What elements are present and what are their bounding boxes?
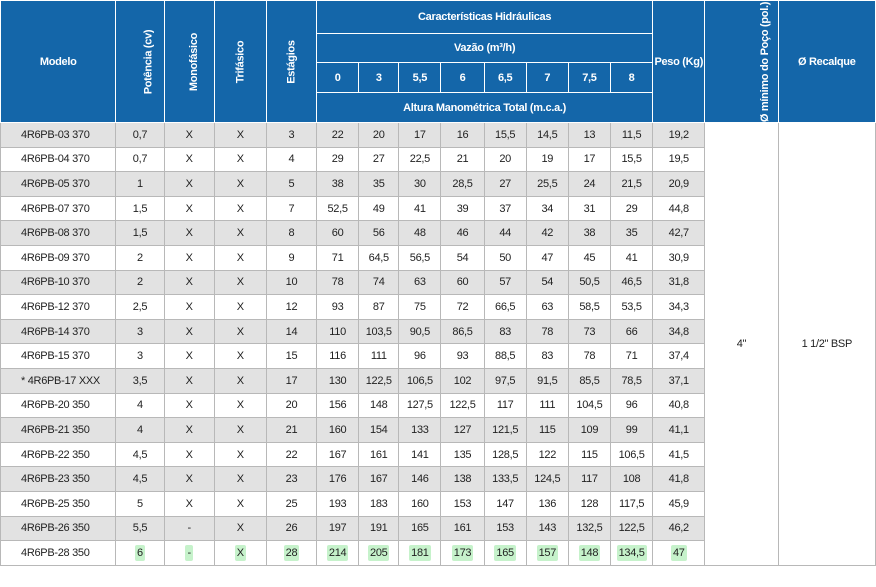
head-value-cell: 74 — [359, 270, 399, 295]
potencia-cell: 5 — [116, 491, 164, 516]
head-value-cell — [317, 541, 359, 566]
header-flow: 5,5 — [399, 63, 441, 93]
potencia-cell: 1 — [116, 172, 164, 197]
model-cell: 4R6PB-05 370 — [1, 172, 116, 197]
estagios-cell: 9 — [266, 245, 316, 270]
potencia-cell: 2,5 — [116, 295, 164, 320]
head-value-cell: 47 — [526, 245, 568, 270]
estagios-cell: 12 — [266, 295, 316, 320]
monofasico-cell: X — [164, 491, 214, 516]
peso-cell: 37,4 — [653, 344, 705, 369]
head-value-cell: 153 — [484, 516, 526, 541]
head-value-cell: 133 — [399, 418, 441, 443]
header-peso: Peso (Kg) — [653, 1, 705, 123]
potencia-cell: 0,7 — [116, 147, 164, 172]
model-cell: 4R6PB-20 350 — [1, 393, 116, 418]
head-value-cell: 35 — [359, 172, 399, 197]
potencia-cell: 4,5 — [116, 442, 164, 467]
peso-cell: 37,1 — [653, 368, 705, 393]
peso-cell: 30,9 — [653, 245, 705, 270]
head-value-cell: 17 — [568, 147, 610, 172]
monofasico-cell: X — [164, 442, 214, 467]
head-value-cell: 122,5 — [441, 393, 484, 418]
monofasico-cell: X — [164, 368, 214, 393]
peso-cell: 46,2 — [653, 516, 705, 541]
head-value-cell — [441, 541, 484, 566]
highlight-value: 214 — [328, 546, 347, 559]
head-value-cell: 24 — [568, 172, 610, 197]
model-cell: 4R6PB-14 370 — [1, 319, 116, 344]
head-value-cell: 35 — [611, 221, 653, 246]
head-value-cell: 143 — [526, 516, 568, 541]
trifasico-cell: X — [214, 368, 266, 393]
model-cell: 4R6PB-23 350 — [1, 467, 116, 492]
head-value-cell: 60 — [317, 221, 359, 246]
trifasico-cell: X — [214, 172, 266, 197]
header-altura: Altura Manométrica Total (m.c.a.) — [317, 93, 653, 123]
highlight-value: 157 — [538, 546, 557, 559]
trifasico-cell: X — [214, 147, 266, 172]
head-value-cell: 73 — [568, 319, 610, 344]
head-value-cell: 124,5 — [526, 467, 568, 492]
head-value-cell: 56 — [359, 221, 399, 246]
header-trifasico: Trifásico — [214, 1, 266, 123]
estagios-cell: 21 — [266, 418, 316, 443]
head-value-cell: 122,5 — [611, 516, 653, 541]
model-cell: 4R6PB-12 370 — [1, 295, 116, 320]
head-value-cell: 25,5 — [526, 172, 568, 197]
trifasico-cell: X — [214, 516, 266, 541]
potencia-cell: 2 — [116, 270, 164, 295]
head-value-cell: 63 — [526, 295, 568, 320]
trifasico-cell: X — [214, 442, 266, 467]
monofasico-cell: X — [164, 319, 214, 344]
head-value-cell: 15,5 — [611, 147, 653, 172]
header-flow: 8 — [611, 63, 653, 93]
trifasico-cell: X — [214, 418, 266, 443]
head-value-cell: 37 — [484, 196, 526, 221]
head-value-cell: 31 — [568, 196, 610, 221]
head-value-cell — [359, 541, 399, 566]
estagios-cell: 25 — [266, 491, 316, 516]
head-value-cell: 96 — [399, 344, 441, 369]
peso-cell — [653, 541, 705, 566]
head-value-cell: 88,5 — [484, 344, 526, 369]
peso-cell: 44,8 — [653, 196, 705, 221]
head-value-cell: 106,5 — [399, 368, 441, 393]
peso-cell: 34,3 — [653, 295, 705, 320]
head-value-cell: 27 — [359, 147, 399, 172]
head-value-cell: 121,5 — [484, 418, 526, 443]
peso-cell: 20,9 — [653, 172, 705, 197]
estagios-cell: 7 — [266, 196, 316, 221]
head-value-cell: 161 — [441, 516, 484, 541]
model-cell: 4R6PB-08 370 — [1, 221, 116, 246]
head-value-cell: 102 — [441, 368, 484, 393]
head-value-cell: 116 — [317, 344, 359, 369]
head-value-cell: 127,5 — [399, 393, 441, 418]
monofasico-cell: X — [164, 147, 214, 172]
head-value-cell: 22,5 — [399, 147, 441, 172]
head-value-cell: 138 — [441, 467, 484, 492]
model-cell: 4R6PB-10 370 — [1, 270, 116, 295]
head-value-cell: 54 — [526, 270, 568, 295]
head-value-cell: 115 — [568, 442, 610, 467]
estagios-cell: 4 — [266, 147, 316, 172]
head-value-cell: 21 — [441, 147, 484, 172]
head-value-cell: 11,5 — [611, 123, 653, 148]
header-flow: 7,5 — [568, 63, 610, 93]
head-value-cell: 167 — [359, 467, 399, 492]
estagios-cell: 22 — [266, 442, 316, 467]
head-value-cell: 38 — [568, 221, 610, 246]
head-value-cell: 167 — [317, 442, 359, 467]
estagios-cell: 17 — [266, 368, 316, 393]
monofasico-cell: X — [164, 270, 214, 295]
peso-cell: 41,5 — [653, 442, 705, 467]
highlight-value: 173 — [453, 546, 472, 559]
head-value-cell: 117,5 — [611, 491, 653, 516]
trifasico-cell: X — [214, 245, 266, 270]
monofasico-cell: X — [164, 245, 214, 270]
highlight-value: 6 — [137, 546, 143, 559]
trifasico-cell: X — [214, 491, 266, 516]
estagios-cell: 23 — [266, 467, 316, 492]
model-cell: * 4R6PB-17 XXX — [1, 368, 116, 393]
head-value-cell: 78 — [526, 319, 568, 344]
head-value-cell: 115 — [526, 418, 568, 443]
head-value-cell: 66 — [611, 319, 653, 344]
estagios-cell: 3 — [266, 123, 316, 148]
potencia-cell: 3 — [116, 344, 164, 369]
model-cell: 4R6PB-03 370 — [1, 123, 116, 148]
head-value-cell: 128,5 — [484, 442, 526, 467]
head-value-cell: 117 — [568, 467, 610, 492]
monofasico-cell: X — [164, 393, 214, 418]
head-value-cell: 34 — [526, 196, 568, 221]
head-value-cell: 78 — [317, 270, 359, 295]
head-value-cell: 87 — [359, 295, 399, 320]
head-value-cell: 21,5 — [611, 172, 653, 197]
head-value-cell: 104,5 — [568, 393, 610, 418]
head-value-cell: 46 — [441, 221, 484, 246]
head-value-cell: 96 — [611, 393, 653, 418]
model-cell: 4R6PB-26 350 — [1, 516, 116, 541]
head-value-cell: 75 — [399, 295, 441, 320]
peso-cell: 41,8 — [653, 467, 705, 492]
head-value-cell: 13 — [568, 123, 610, 148]
head-value-cell: 193 — [317, 491, 359, 516]
head-value-cell: 19 — [526, 147, 568, 172]
head-value-cell — [399, 541, 441, 566]
head-value-cell: 161 — [359, 442, 399, 467]
monofasico-cell: X — [164, 344, 214, 369]
highlight-value: - — [187, 546, 191, 559]
estagios-cell: 20 — [266, 393, 316, 418]
trifasico-cell: X — [214, 270, 266, 295]
head-value-cell: 146 — [399, 467, 441, 492]
header-monofasico: Monofásico — [164, 1, 214, 123]
head-value-cell: 110 — [317, 319, 359, 344]
head-value-cell: 103,5 — [359, 319, 399, 344]
estagios-cell: 15 — [266, 344, 316, 369]
head-value-cell: 52,5 — [317, 196, 359, 221]
highlight-value: 205 — [370, 546, 388, 559]
trifasico-cell: X — [214, 467, 266, 492]
estagios-cell: 10 — [266, 270, 316, 295]
head-value-cell: 27 — [484, 172, 526, 197]
head-value-cell: 160 — [317, 418, 359, 443]
model-cell: 4R6PB-07 370 — [1, 196, 116, 221]
head-value-cell: 71 — [611, 344, 653, 369]
head-value-cell: 20 — [484, 147, 526, 172]
model-cell: 4R6PB-22 350 — [1, 442, 116, 467]
head-value-cell — [484, 541, 526, 566]
highlight-value: 134,5 — [618, 546, 645, 559]
head-value-cell: 197 — [317, 516, 359, 541]
head-value-cell: 147 — [484, 491, 526, 516]
head-value-cell: 45 — [568, 245, 610, 270]
monofasico-cell: X — [164, 295, 214, 320]
header-flow: 6,5 — [484, 63, 526, 93]
head-value-cell: 106,5 — [611, 442, 653, 467]
head-value-cell: 20 — [359, 123, 399, 148]
trifasico-cell: X — [214, 221, 266, 246]
highlight-value: 181 — [411, 546, 429, 559]
head-value-cell: 29 — [611, 196, 653, 221]
head-value-cell: 91,5 — [526, 368, 568, 393]
highlight-value: 148 — [580, 546, 599, 559]
head-value-cell: 41 — [399, 196, 441, 221]
head-value-cell: 64,5 — [359, 245, 399, 270]
head-value-cell: 16 — [441, 123, 484, 148]
monofasico-cell: X — [164, 221, 214, 246]
head-value-cell: 160 — [399, 491, 441, 516]
header-vazao: Vazão (m³/h) — [317, 34, 653, 63]
head-value-cell: 29 — [317, 147, 359, 172]
head-value-cell: 72 — [441, 295, 484, 320]
head-value-cell: 78,5 — [611, 368, 653, 393]
model-cell: 4R6PB-15 370 — [1, 344, 116, 369]
head-value-cell: 46,5 — [611, 270, 653, 295]
highlight-value: 28 — [285, 546, 298, 559]
header-recalque: Ø Recalque — [778, 1, 875, 123]
header-modelo: Modelo — [1, 1, 116, 123]
potencia-cell: 1,5 — [116, 196, 164, 221]
head-value-cell: 99 — [611, 418, 653, 443]
head-value-cell: 135 — [441, 442, 484, 467]
trifasico-cell: X — [214, 295, 266, 320]
header-flow: 3 — [359, 63, 399, 93]
potencia-cell: 0,7 — [116, 123, 164, 148]
trifasico-cell: X — [214, 123, 266, 148]
head-value-cell: 93 — [441, 344, 484, 369]
highlight-value: X — [236, 546, 244, 559]
head-value-cell: 97,5 — [484, 368, 526, 393]
head-value-cell: 108 — [611, 467, 653, 492]
head-value-cell: 117 — [484, 393, 526, 418]
head-value-cell: 156 — [317, 393, 359, 418]
head-value-cell — [526, 541, 568, 566]
head-value-cell: 132,5 — [568, 516, 610, 541]
estagios-cell: 14 — [266, 319, 316, 344]
potencia-cell: 1,5 — [116, 221, 164, 246]
potencia-cell: 4,5 — [116, 467, 164, 492]
potencia-cell: 4 — [116, 393, 164, 418]
head-value-cell: 154 — [359, 418, 399, 443]
head-value-cell: 176 — [317, 467, 359, 492]
head-value-cell: 57 — [484, 270, 526, 295]
head-value-cell: 63 — [399, 270, 441, 295]
head-value-cell: 148 — [359, 393, 399, 418]
monofasico-cell: X — [164, 123, 214, 148]
model-cell: 4R6PB-04 370 — [1, 147, 116, 172]
peso-cell: 19,2 — [653, 123, 705, 148]
head-value-cell: 83 — [526, 344, 568, 369]
estagios-cell: 8 — [266, 221, 316, 246]
monofasico-cell: X — [164, 418, 214, 443]
trifasico-cell: X — [214, 319, 266, 344]
potencia-cell: 3,5 — [116, 368, 164, 393]
head-value-cell: 111 — [526, 393, 568, 418]
head-value-cell: 60 — [441, 270, 484, 295]
head-value-cell: 44 — [484, 221, 526, 246]
monofasico-cell — [164, 541, 214, 566]
head-value-cell: 86,5 — [441, 319, 484, 344]
head-value-cell: 183 — [359, 491, 399, 516]
head-value-cell: 41 — [611, 245, 653, 270]
model-cell: 4R6PB-28 350 — [1, 541, 116, 566]
head-value-cell: 22 — [317, 123, 359, 148]
head-value-cell: 50 — [484, 245, 526, 270]
potencia-cell — [116, 541, 164, 566]
head-value-cell: 78 — [568, 344, 610, 369]
header-flow: 0 — [317, 63, 359, 93]
monofasico-cell: X — [164, 172, 214, 197]
head-value-cell: 58,5 — [568, 295, 610, 320]
peso-cell: 31,8 — [653, 270, 705, 295]
peso-cell: 19,5 — [653, 147, 705, 172]
head-value-cell: 93 — [317, 295, 359, 320]
head-value-cell: 130 — [317, 368, 359, 393]
head-value-cell: 122,5 — [359, 368, 399, 393]
trifasico-cell: X — [214, 196, 266, 221]
peso-cell: 42,7 — [653, 221, 705, 246]
trifasico-cell: X — [214, 393, 266, 418]
poco-merged-cell: 4" — [705, 123, 778, 566]
head-value-cell: 141 — [399, 442, 441, 467]
head-value-cell: 83 — [484, 319, 526, 344]
trifasico-cell — [214, 541, 266, 566]
head-value-cell: 66,5 — [484, 295, 526, 320]
header-flow: 6 — [441, 63, 484, 93]
peso-cell: 45,9 — [653, 491, 705, 516]
head-value-cell: 53,5 — [611, 295, 653, 320]
head-value-cell: 54 — [441, 245, 484, 270]
peso-cell: 40,8 — [653, 393, 705, 418]
table-row — [1, 123, 876, 148]
head-value-cell: 165 — [399, 516, 441, 541]
head-value-cell: 38 — [317, 172, 359, 197]
head-value-cell: 49 — [359, 196, 399, 221]
monofasico-cell: X — [164, 467, 214, 492]
model-cell: 4R6PB-21 350 — [1, 418, 116, 443]
head-value-cell: 42 — [526, 221, 568, 246]
potencia-cell: 4 — [116, 418, 164, 443]
head-value-cell: 48 — [399, 221, 441, 246]
recalque-merged-cell: 1 1/2" BSP — [778, 123, 875, 566]
model-cell: 4R6PB-09 370 — [1, 245, 116, 270]
monofasico-cell: - — [164, 516, 214, 541]
head-value-cell — [611, 541, 653, 566]
head-value-cell: 17 — [399, 123, 441, 148]
head-value-cell: 109 — [568, 418, 610, 443]
head-value-cell: 191 — [359, 516, 399, 541]
highlight-value: 47 — [672, 546, 685, 559]
monofasico-cell: X — [164, 196, 214, 221]
head-value-cell: 56,5 — [399, 245, 441, 270]
trifasico-cell: X — [214, 344, 266, 369]
estagios-cell: 5 — [266, 172, 316, 197]
peso-cell: 41,1 — [653, 418, 705, 443]
head-value-cell: 133,5 — [484, 467, 526, 492]
highlight-value: 165 — [496, 546, 514, 559]
potencia-cell: 2 — [116, 245, 164, 270]
head-value-cell: 127 — [441, 418, 484, 443]
header-flow: 7 — [526, 63, 568, 93]
head-value-cell — [568, 541, 610, 566]
head-value-cell: 50,5 — [568, 270, 610, 295]
model-cell: 4R6PB-25 350 — [1, 491, 116, 516]
head-value-cell: 111 — [359, 344, 399, 369]
head-value-cell: 28,5 — [441, 172, 484, 197]
estagios-cell — [266, 541, 316, 566]
estagios-cell: 26 — [266, 516, 316, 541]
table-body — [1, 123, 876, 566]
head-value-cell: 30 — [399, 172, 441, 197]
header-caracteristicas: Características Hidráulicas — [317, 1, 653, 34]
peso-cell: 34,8 — [653, 319, 705, 344]
head-value-cell: 85,5 — [568, 368, 610, 393]
potencia-cell: 5,5 — [116, 516, 164, 541]
head-value-cell: 122 — [526, 442, 568, 467]
header-potencia: Potência (cv) — [116, 1, 164, 123]
head-value-cell: 14,5 — [526, 123, 568, 148]
head-value-cell: 90,5 — [399, 319, 441, 344]
head-value-cell: 128 — [568, 491, 610, 516]
head-value-cell: 153 — [441, 491, 484, 516]
head-value-cell: 15,5 — [484, 123, 526, 148]
head-value-cell: 136 — [526, 491, 568, 516]
header-poco: Ø mínimo do Poço (pol.) — [705, 1, 778, 123]
head-value-cell: 71 — [317, 245, 359, 270]
potencia-cell: 3 — [116, 319, 164, 344]
head-value-cell: 39 — [441, 196, 484, 221]
header-estagios: Estágios — [266, 1, 316, 123]
